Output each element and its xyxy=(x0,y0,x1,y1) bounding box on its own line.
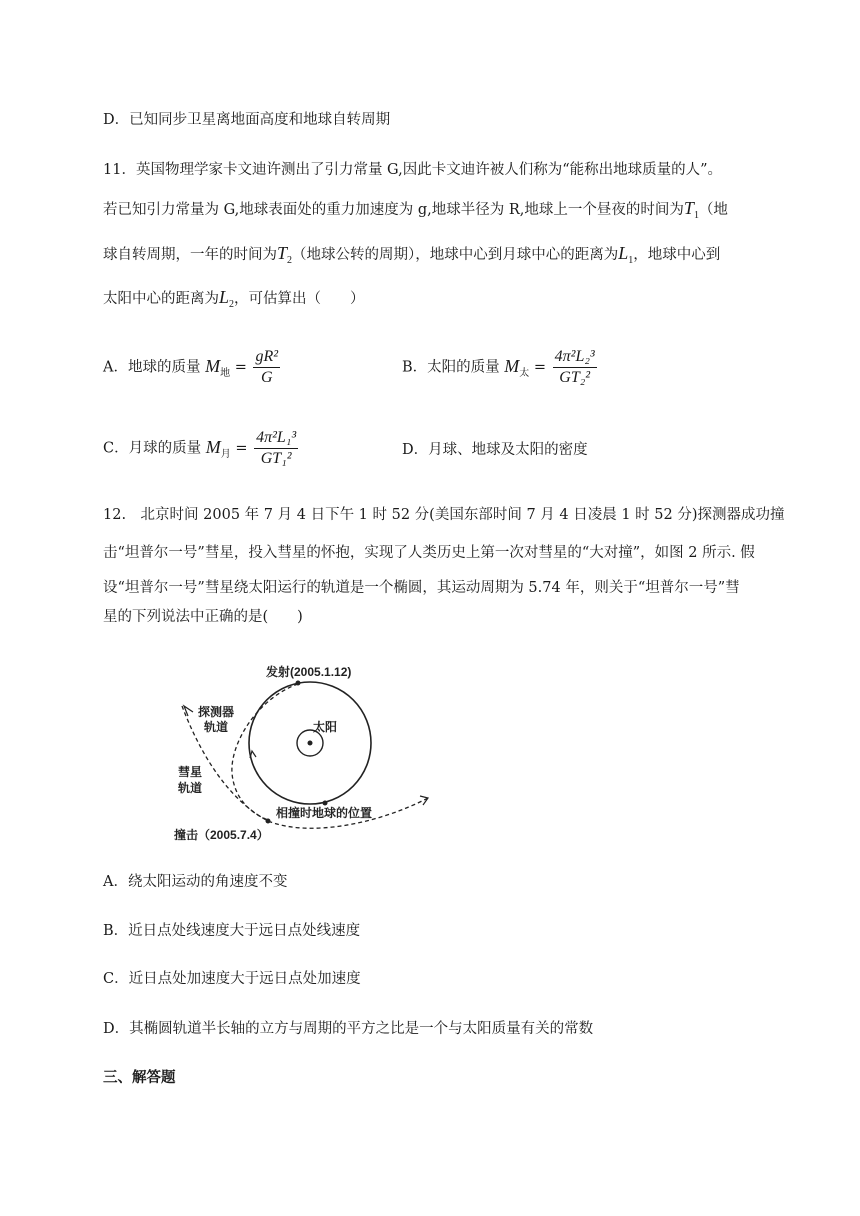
label-impact: 撞击（2005.7.4） xyxy=(174,828,269,842)
q12-option-c: C．近日点处加速度大于远日点处加速度 xyxy=(103,971,361,987)
label-launch: 发射(2005.1.12) xyxy=(266,665,352,679)
symbol-T2: $T_2$ xyxy=(277,243,293,266)
sun-dot xyxy=(308,741,313,746)
symbol-L2: $L_2$ xyxy=(219,287,235,310)
symbol-T1: $T_1$ xyxy=(683,198,699,221)
fraction-b: $\frac{\text{4π²L₂³}}{\text{GT₂²}}$ xyxy=(554,348,595,386)
formula-b: $M_太$ xyxy=(504,355,530,379)
symbol-L1: $L_1$ xyxy=(618,243,634,266)
q11-line-2-text: 若已知引力常量为 G,地球表面处的重力加速度为 g,地球半径为 R,地球上一个昼夜的时间为 xyxy=(103,202,684,218)
option-d-prev: D．已知同步卫星离地面高度和地球自转周期 xyxy=(103,112,391,128)
earth-impact-position xyxy=(323,801,328,806)
q11-line-3-text: 球自转周期，一年的时间为 xyxy=(103,247,277,263)
fraction-c: $\frac{\text{4π²L₁³}}{\text{GT₁²}}$ xyxy=(256,429,297,467)
q12-option-b: B．近日点处线速度大于远日点处线速度 xyxy=(103,923,361,939)
formula-c: $M_月$ xyxy=(205,436,231,460)
q11-line-4 xyxy=(103,287,365,315)
q11-line-3 xyxy=(103,243,720,271)
section-heading-3: 三、解答题 xyxy=(103,1069,176,1086)
q12-option-d: D．其椭圆轨道半长轴的立方与周期的平方之比是一个与太阳质量有关的常数 xyxy=(103,1021,594,1037)
q12-line-4: 星的下列说法中正确的是( ) xyxy=(103,609,303,625)
q11-line-2 xyxy=(103,198,728,226)
label-probe: 探测器 xyxy=(198,705,235,719)
q11-line-3-mid: （地球公转的周期），地球中心到月球中心的距离为 xyxy=(292,247,619,263)
impact-point xyxy=(266,819,271,824)
fraction-a: $\frac{\text{gR²}}{G}$ xyxy=(255,348,279,386)
q11-line-4-text: 太阳中心的距离为 xyxy=(103,291,219,307)
comet-arrow-right xyxy=(420,796,428,805)
q11-line-1: 11．英国物理学家卡文迪许测出了引力常量 G,因此卡文迪许被人们称为“能称出地球质量的人”。 xyxy=(103,162,723,178)
q11-option-c: C．月球的质量 $M_月$ = $\frac{\text{4π²L₁³}}{\text{GT₁²}}$ xyxy=(103,429,297,467)
q11-option-a: A．地球的质量 $M_地$ = $\frac{\text{gR²}}{G}$ xyxy=(103,348,279,386)
q11-option-b: B．太阳的质量 $M_太$ = $\frac{\text{4π²L₂³}}{\text{GT₂²}}$ xyxy=(402,348,595,386)
label-probe-2: 轨道 xyxy=(204,720,229,734)
q11-option-d: D．月球、地球及太阳的密度 xyxy=(402,442,588,458)
comet-orbit-figure xyxy=(170,658,450,848)
q11-line-4-tail: ，可估算出（ ） xyxy=(234,291,365,307)
q12-option-a: A．绕太阳运动的角速度不变 xyxy=(103,874,288,890)
label-comet-2: 轨道 xyxy=(178,781,203,795)
formula-a: $M_地$ xyxy=(205,355,231,379)
label-earth-position: 相撞时地球的位置 xyxy=(276,806,373,820)
q12-line-1: 12. 北京时间 2005 年 7 月 4 日下午 1 时 52 分(美国东部时间 7 月 4 日凌晨 1 时 52 分)探测器成功撞 xyxy=(103,507,785,523)
earth-orbit-arrow xyxy=(250,751,256,758)
q11-line-3-tail: ，地球中心到 xyxy=(633,247,721,263)
label-sun: 太阳 xyxy=(313,720,338,734)
q12-line-3: 设“坦普尔一号”彗星绕太阳运行的轨道是一个椭圆，其运动周期为 5.74 年，则关于“坦普尔一号”彗 xyxy=(103,580,740,596)
q11-line-2-tail: （地 xyxy=(698,202,728,218)
q12-line-2: 击“坦普尔一号”彗星，投入彗星的怀抱，实现了人类历史上第一次对彗星的“大对撞”，如图 2 所示. 假 xyxy=(103,545,755,561)
label-comet: 彗星 xyxy=(178,765,203,779)
